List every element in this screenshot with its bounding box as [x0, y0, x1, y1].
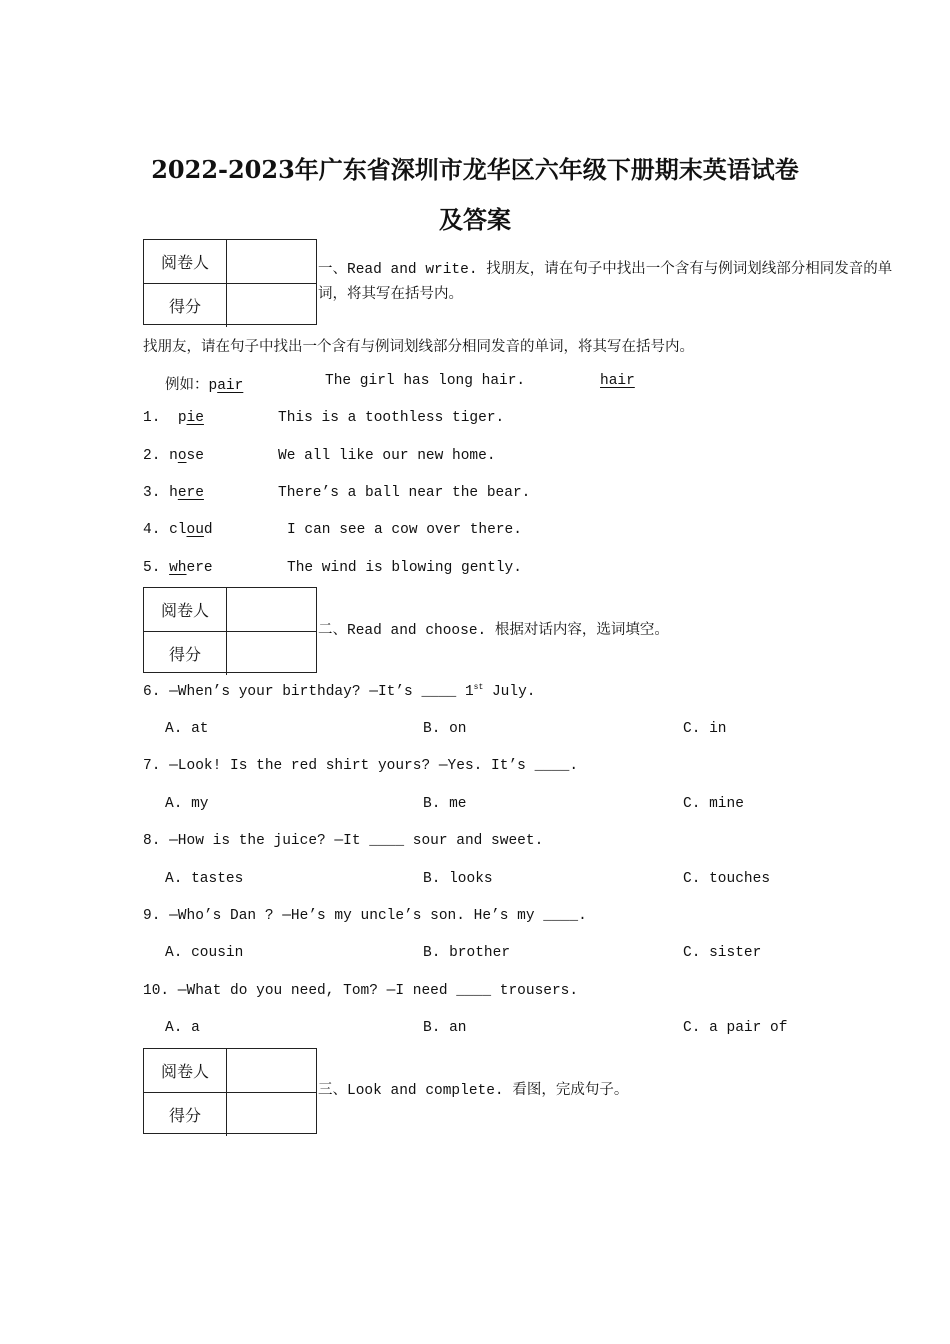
item-number: 4.	[143, 522, 161, 538]
example-answer: hair	[600, 373, 635, 389]
option-8-c: C. touches	[683, 871, 771, 887]
option-6-c: C. in	[683, 721, 727, 737]
item-word-underlined: ou	[186, 522, 204, 538]
score-label: 得分	[144, 284, 227, 327]
page-title-line2: 及答案	[439, 205, 511, 234]
option-7-c: C. mine	[683, 796, 744, 812]
item-word-b: se	[186, 448, 204, 464]
page-title-line1: 2022-2023年广东省深圳市龙华区六年级下册期末英语试卷	[151, 155, 799, 184]
example-prefix: 例如：	[165, 378, 209, 394]
question-text-post: July.	[483, 683, 536, 700]
option-9-a: A. cousin	[165, 945, 244, 961]
example-word-underlined: air	[217, 378, 244, 394]
option-10-c: C. a pair of	[683, 1020, 788, 1036]
option-9-b: B. brother	[423, 945, 511, 961]
reviewer-label: 阅卷人	[144, 1049, 227, 1092]
question-6	[143, 683, 535, 700]
item-word-a: n	[169, 448, 178, 464]
section1-heading-line2: 词，将其写在括号内。	[318, 287, 463, 303]
item-4-sentence: I can see a cow over there.	[287, 522, 522, 538]
question-10: 10. —What do you need, Tom? —I need ____ trousers.	[143, 983, 579, 999]
option-9-c: C. sister	[683, 945, 762, 961]
item-number: 2.	[143, 448, 161, 464]
item-word-underlined: o	[177, 448, 187, 464]
option-7-a: A. my	[165, 796, 209, 812]
item-5-word	[143, 560, 213, 576]
option-6-a: A. at	[165, 721, 209, 737]
option-7-b: B. me	[423, 796, 467, 812]
question-7: 7. —Look! Is the red shirt yours? —Yes. It’s ____.	[143, 758, 579, 774]
item-number: 1.	[143, 410, 161, 426]
reviewer-label: 阅卷人	[144, 588, 227, 631]
option-10-b: B. an	[423, 1020, 467, 1036]
item-word-a: p	[177, 410, 187, 426]
reviewer-label: 阅卷人	[144, 240, 227, 283]
option-6-b: B. on	[423, 721, 467, 737]
score-label: 得分	[144, 1093, 227, 1136]
item-3-sentence: There’s a ball near the bear.	[278, 485, 531, 501]
question-9: 9. —Who’s Dan ? —He’s my uncle’s son. He’s my ____.	[143, 908, 587, 924]
item-2-sentence: We all like our new home.	[278, 448, 496, 464]
section2-heading: 二、Read and choose. 根据对话内容，选词填空。	[318, 623, 669, 639]
item-word-a: h	[169, 485, 178, 501]
item-1-word	[143, 410, 204, 426]
score-box-1	[143, 239, 317, 325]
item-word-underlined: ie	[186, 410, 204, 426]
option-8-b: B. looks	[423, 871, 493, 887]
item-number: 5.	[143, 560, 161, 576]
item-4-word	[143, 522, 213, 538]
item-word-a: cl	[169, 522, 187, 538]
example-sentence: The girl has long hair.	[325, 373, 526, 389]
item-word-b: ere	[186, 560, 213, 576]
section3-heading: 三、Look and complete. 看图，完成句子。	[318, 1083, 629, 1099]
question-text: 6. —When’s your birthday? —It’s ____ 1	[143, 683, 474, 700]
item-word-underlined: ere	[177, 485, 204, 501]
item-word-underlined: wh	[169, 560, 187, 576]
option-10-a: A. a	[165, 1020, 200, 1036]
example-row	[165, 373, 243, 394]
score-box-3	[143, 1048, 317, 1134]
score-box-2	[143, 587, 317, 673]
item-2-word	[143, 448, 204, 464]
item-3-word	[143, 485, 204, 501]
question-sup: st	[473, 683, 484, 692]
option-8-a: A. tastes	[165, 871, 244, 887]
score-label: 得分	[144, 632, 227, 675]
section1-heading-line1: 一、Read and write. 找朋友，请在句子中找出一个含有与例词划线部分相同发音的单	[318, 262, 893, 278]
example-word-a: p	[208, 378, 218, 394]
item-word-b: d	[203, 522, 213, 538]
item-number: 3.	[143, 485, 161, 501]
question-8: 8. —How is the juice? —It ____ sour and sweet.	[143, 833, 544, 849]
section1-instruction: 找朋友，请在句子中找出一个含有与例词划线部分相同发音的单词，将其写在括号内。	[143, 339, 694, 355]
item-1-sentence: This is a toothless tiger.	[278, 410, 505, 426]
item-5-sentence: The wind is blowing gently.	[287, 560, 522, 576]
